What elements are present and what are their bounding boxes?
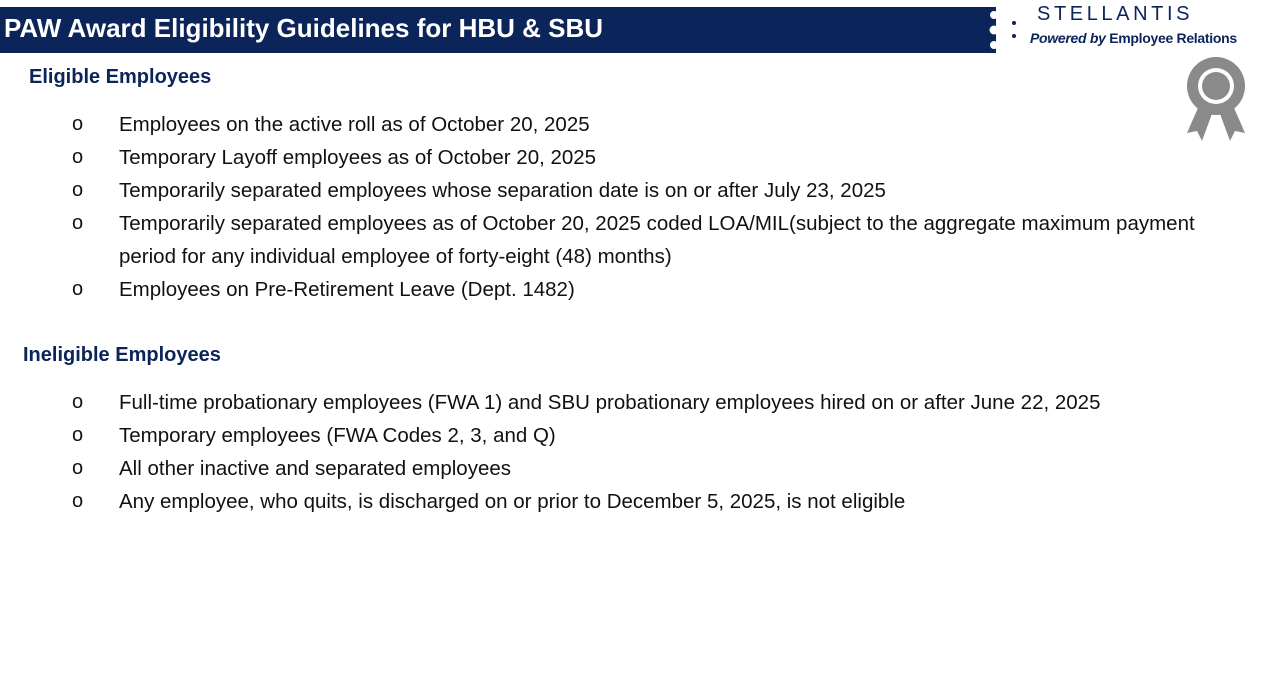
list-item [0, 141, 1267, 174]
bullet-marker: o [72, 457, 84, 479]
powered-by-prefix: Powered by [1030, 30, 1106, 46]
stellantis-dots-icon [988, 8, 1024, 52]
ineligible-list [0, 386, 1267, 518]
bullet-marker: o [72, 146, 84, 168]
list-item [0, 452, 1267, 485]
bullet-marker: o [72, 179, 84, 201]
ineligible-heading: Ineligible Employees [23, 344, 221, 366]
list-item [0, 108, 1267, 141]
bullet-marker: o [72, 391, 84, 413]
list-item-text: Employees on the active roll as of October 20, 2025 [119, 113, 590, 136]
list-item-text: Full-time probationary employees (FWA 1) and SBU probationary employees hired on or after June 22, 2025 [119, 391, 1101, 414]
eligible-heading: Eligible Employees [29, 66, 212, 88]
list-item [0, 174, 1267, 207]
bullet-marker: o [72, 113, 84, 135]
powered-by-dept: Employee Relations [1109, 30, 1237, 46]
list-item-text: Any employee, who quits, is discharged on or prior to December 5, 2025, is not eligible [119, 490, 906, 513]
powered-by-line [1030, 30, 1237, 46]
list-item [0, 419, 1267, 452]
list-item [0, 485, 1267, 518]
list-item [0, 207, 1267, 273]
list-item-text: Temporarily separated employees as of October 20, 2025 coded LOA/MIL(subject to the aggregate maximum payment period for any individual employee of forty-eight (48) months) [119, 212, 1195, 268]
bullet-marker: o [72, 278, 84, 300]
brand-wordmark: STELLANTIS [1037, 3, 1194, 25]
list-item-text: Temporary Layoff employees as of October 20, 2025 [119, 146, 597, 169]
eligible-list [0, 108, 1267, 306]
list-item-text: All other inactive and separated employees [119, 457, 512, 480]
list-item [0, 386, 1267, 419]
list-item-text: Temporary employees (FWA Codes 2, 3, and Q) [119, 424, 556, 447]
list-item [0, 273, 1267, 306]
bullet-marker: o [72, 490, 84, 512]
list-item-text: Temporarily separated employees whose separation date is on or after July 23, 2025 [119, 179, 886, 202]
bullet-marker: o [72, 212, 84, 234]
list-item-text: Employees on Pre-Retirement Leave (Dept. 1482) [119, 278, 575, 301]
bullet-marker: o [72, 424, 84, 446]
page-title: PAW Award Eligibility Guidelines for HBU & SBU [4, 13, 604, 43]
